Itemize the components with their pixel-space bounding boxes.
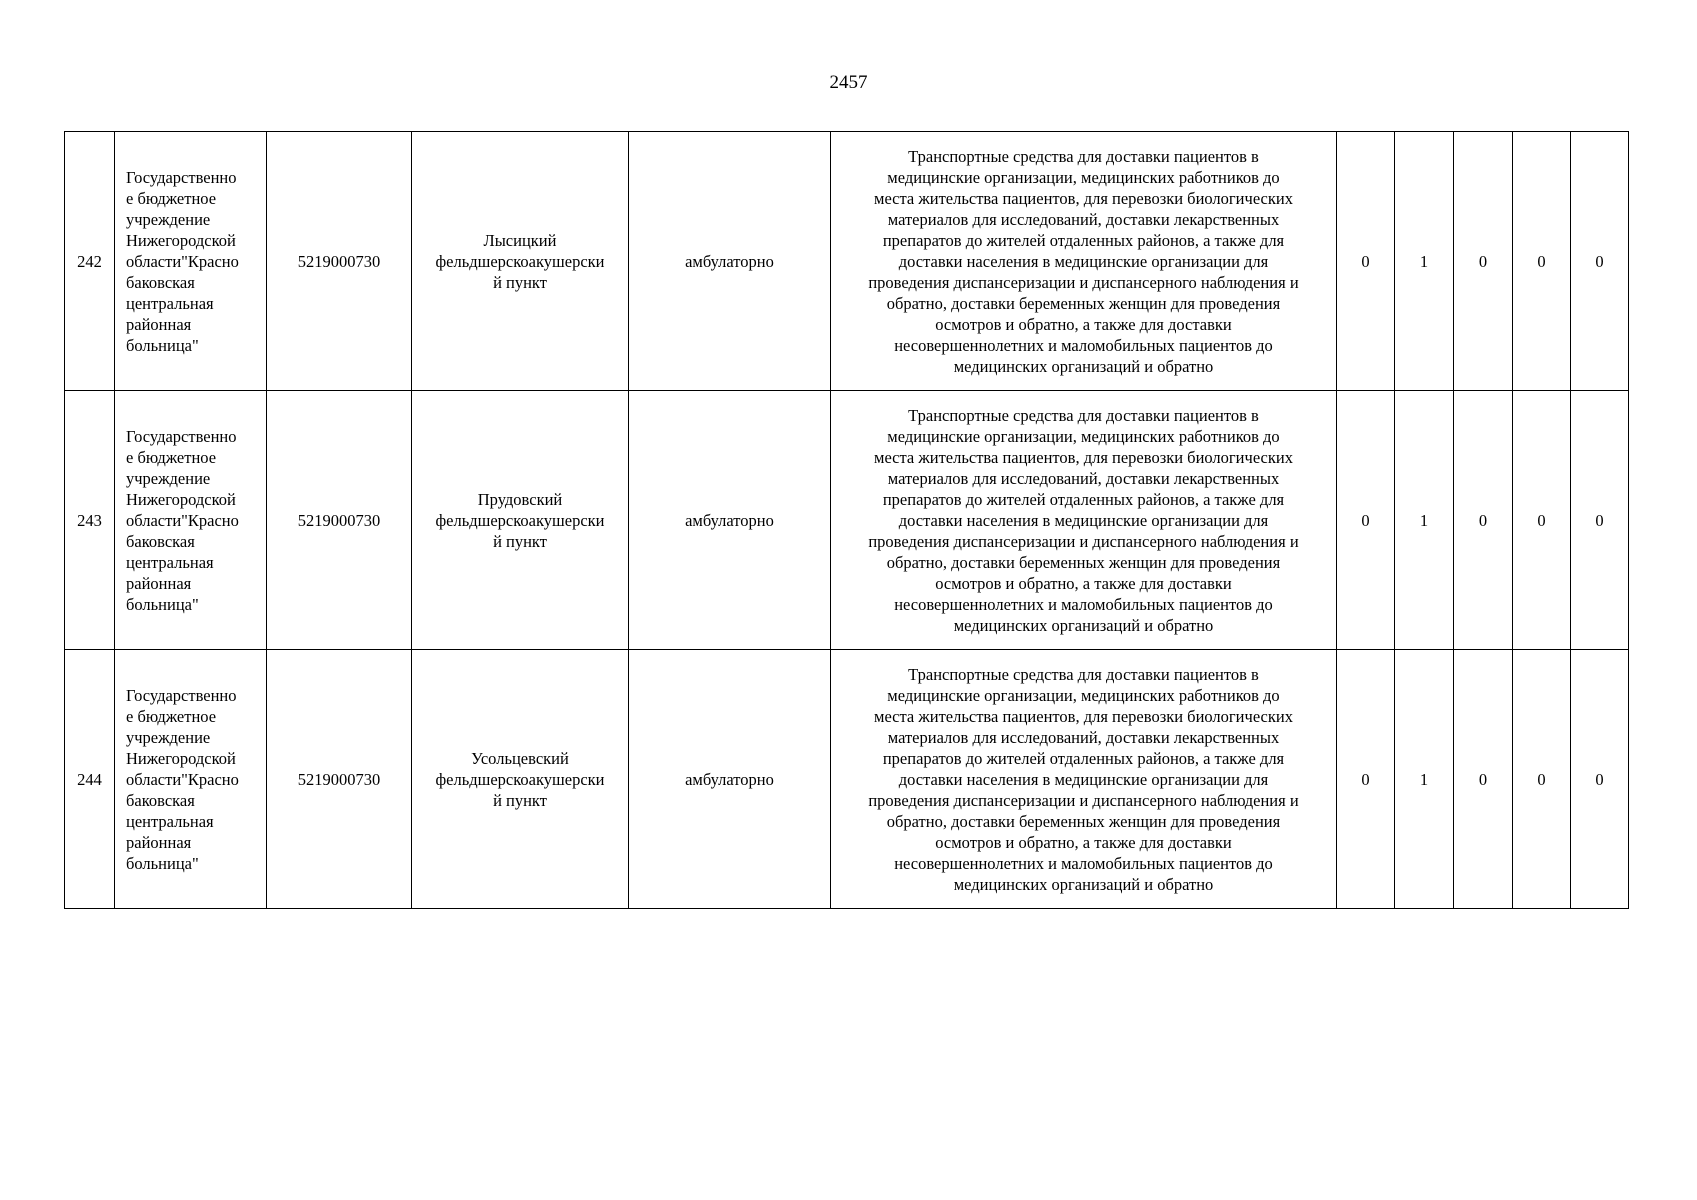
text-line: фельдшерскоакушерски — [435, 510, 605, 530]
unit-name-cell — [412, 650, 629, 909]
table-body — [65, 132, 1629, 909]
text-line: проведения диспансеризации и диспансерного наблюдения и — [868, 790, 1299, 810]
care-type-cell: амбулаторно — [629, 650, 831, 909]
text-line: медицинских организаций и обратно — [953, 874, 1214, 894]
text-line: Нижегородской — [126, 230, 236, 250]
text-line: е бюджетное — [126, 188, 217, 208]
text-line: баковская — [126, 531, 195, 551]
text-line: препаратов до жителей отдаленных районов, а также для — [882, 489, 1285, 509]
text-line: осмотров и обратно, а также для доставки — [935, 832, 1232, 852]
text-line: осмотров и обратно, а также для доставки — [935, 314, 1232, 334]
text-line: Государственно — [126, 167, 237, 187]
text-line: баковская — [126, 272, 195, 292]
text-line: Государственно — [126, 426, 237, 446]
text-line: материалов для исследований, доставки лекарственных — [887, 727, 1280, 747]
value-cell-1: 0 — [1337, 650, 1395, 909]
text-line: фельдшерскоакушерски — [435, 251, 605, 271]
care-type-cell: амбулаторно — [629, 132, 831, 391]
value-cell-5: 0 — [1571, 650, 1629, 909]
registry-table — [64, 131, 1629, 909]
text-line: районная — [126, 832, 192, 852]
page-number: 2457 — [829, 72, 868, 93]
text-line: доставки населения в медицинские организации для — [898, 769, 1269, 789]
text-line: места жительства пациентов, для перевозки биологических — [874, 447, 1293, 467]
row-index-cell: 243 — [65, 391, 115, 650]
inn-cell: 5219000730 — [267, 132, 412, 391]
text-line: обратно, доставки беременных женщин для проведения — [886, 552, 1281, 572]
text-line: области"Красно — [126, 769, 239, 789]
value-cell-4: 0 — [1513, 650, 1571, 909]
text-line: медицинских организаций и обратно — [953, 356, 1214, 376]
text-line: материалов для исследований, доставки лекарственных — [887, 209, 1280, 229]
table-row — [65, 391, 1629, 650]
organization-name-cell — [115, 650, 267, 909]
value-cell-1: 0 — [1337, 132, 1395, 391]
text-line: районная — [126, 573, 192, 593]
text-line: Усольцевский — [471, 748, 569, 768]
text-line: Нижегородской — [126, 748, 236, 768]
text-line: центральная — [126, 552, 214, 572]
text-line: е бюджетное — [126, 706, 217, 726]
text-line: районная — [126, 314, 192, 334]
table-row — [65, 132, 1629, 391]
text-line: проведения диспансеризации и диспансерного наблюдения и — [868, 531, 1299, 551]
text-line: несовершеннолетних и маломобильных пациентов до — [894, 335, 1273, 355]
text-line: центральная — [126, 293, 214, 313]
value-cell-4: 0 — [1513, 391, 1571, 650]
text-line: больница" — [126, 594, 199, 614]
row-index-cell: 242 — [65, 132, 115, 391]
text-line: учреждение — [126, 209, 211, 229]
text-line: несовершеннолетних и маломобильных пациентов до — [894, 594, 1273, 614]
value-cell-5: 0 — [1571, 391, 1629, 650]
text-line: препаратов до жителей отдаленных районов, а также для — [882, 230, 1285, 250]
text-line: Транспортные средства для доставки пациентов в — [908, 664, 1259, 684]
text-line: осмотров и обратно, а также для доставки — [935, 573, 1232, 593]
text-line: Прудовский — [477, 489, 563, 509]
text-line: доставки населения в медицинские организации для — [898, 251, 1269, 271]
value-cell-5: 0 — [1571, 132, 1629, 391]
text-line: проведения диспансеризации и диспансерного наблюдения и — [868, 272, 1299, 292]
value-cell-2: 1 — [1395, 132, 1454, 391]
description-cell — [831, 391, 1337, 650]
text-line: места жительства пациентов, для перевозки биологических — [874, 188, 1293, 208]
row-index-cell: 244 — [65, 650, 115, 909]
organization-name-cell — [115, 132, 267, 391]
text-line: медицинские организации, медицинских работников до — [887, 167, 1280, 187]
care-type-cell: амбулаторно — [629, 391, 831, 650]
text-line: Транспортные средства для доставки пациентов в — [908, 146, 1259, 166]
text-line: доставки населения в медицинские организации для — [898, 510, 1269, 530]
value-cell-3: 0 — [1454, 391, 1513, 650]
text-line: медицинские организации, медицинских работников до — [887, 685, 1280, 705]
description-cell — [831, 132, 1337, 391]
text-line: й пункт — [493, 790, 547, 810]
value-cell-2: 1 — [1395, 650, 1454, 909]
value-cell-4: 0 — [1513, 132, 1571, 391]
text-line: учреждение — [126, 468, 211, 488]
text-line: препаратов до жителей отдаленных районов, а также для — [882, 748, 1285, 768]
text-line: материалов для исследований, доставки лекарственных — [887, 468, 1280, 488]
text-line: медицинские организации, медицинских работников до — [887, 426, 1280, 446]
value-cell-3: 0 — [1454, 650, 1513, 909]
text-line: больница" — [126, 853, 199, 873]
text-line: места жительства пациентов, для перевозки биологических — [874, 706, 1293, 726]
value-cell-3: 0 — [1454, 132, 1513, 391]
text-line: й пункт — [493, 272, 547, 292]
inn-cell: 5219000730 — [267, 650, 412, 909]
text-line: Нижегородской — [126, 489, 236, 509]
organization-name-cell — [115, 391, 267, 650]
text-line: обратно, доставки беременных женщин для проведения — [886, 811, 1281, 831]
text-line: области"Красно — [126, 510, 239, 530]
unit-name-cell — [412, 132, 629, 391]
text-line: медицинских организаций и обратно — [953, 615, 1214, 635]
text-line: Государственно — [126, 685, 237, 705]
text-line: обратно, доставки беременных женщин для проведения — [886, 293, 1281, 313]
text-line: несовершеннолетних и маломобильных пациентов до — [894, 853, 1273, 873]
text-line: й пункт — [493, 531, 547, 551]
text-line: Лысицкий — [483, 230, 557, 250]
inn-cell: 5219000730 — [267, 391, 412, 650]
text-line: е бюджетное — [126, 447, 217, 467]
value-cell-2: 1 — [1395, 391, 1454, 650]
table-row — [65, 650, 1629, 909]
description-cell — [831, 650, 1337, 909]
text-line: учреждение — [126, 727, 211, 747]
unit-name-cell — [412, 391, 629, 650]
text-line: больница" — [126, 335, 199, 355]
value-cell-1: 0 — [1337, 391, 1395, 650]
text-line: фельдшерскоакушерски — [435, 769, 605, 789]
text-line: баковская — [126, 790, 195, 810]
text-line: области"Красно — [126, 251, 239, 271]
text-line: Транспортные средства для доставки пациентов в — [908, 405, 1259, 425]
text-line: центральная — [126, 811, 214, 831]
